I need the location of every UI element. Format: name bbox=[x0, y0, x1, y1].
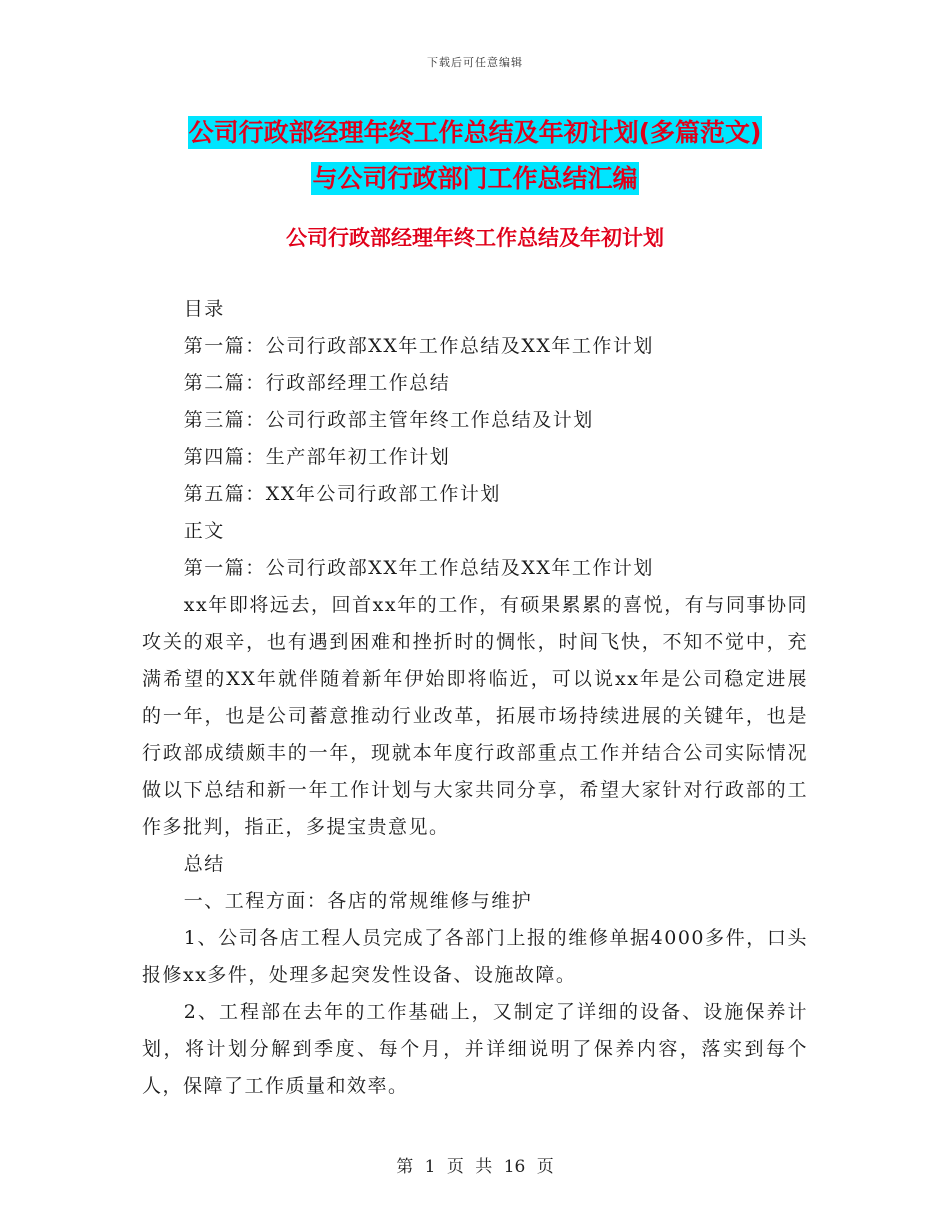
toc-item-5: 第五篇：XX年公司行政部工作计划 bbox=[183, 483, 501, 505]
paragraph-item-2: 2、工程部在去年的工作基础上，又制定了详细的设备、设施保养计划，将计划分解到季度、每个月，并详细说明了保养内容，落实到每个人，保障了工作质量和效率。 bbox=[142, 1001, 808, 1097]
document-title bbox=[150, 110, 800, 202]
summary-heading: 总结 bbox=[183, 853, 225, 875]
body-heading: 正文 bbox=[183, 520, 225, 542]
page-footer: 第 1 页 共 16 页 bbox=[396, 1157, 554, 1177]
section-heading-engineering: 一、工程方面：各店的常规维修与维护 bbox=[183, 890, 533, 912]
toc-item-2: 第二篇：行政部经理工作总结 bbox=[183, 372, 451, 394]
chapter-heading: 第一篇：公司行政部XX年工作总结及XX年工作计划 bbox=[183, 557, 654, 579]
title-line-2: 与公司行政部门工作总结汇编 bbox=[312, 164, 638, 193]
document-body bbox=[142, 291, 808, 1105]
toc-item-3: 第三篇：公司行政部主管年终工作总结及计划 bbox=[183, 409, 594, 431]
toc-item-1: 第一篇：公司行政部XX年工作总结及XX年工作计划 bbox=[183, 335, 654, 357]
paragraph-intro: xx年即将远去，回首xx年的工作，有硕果累累的喜悦，有与同事协同攻关的艰辛，也有遇到困难和挫折时的惆怅，时间飞快，不知不觉中，充满希望的XX年就伴随着新年伊始即将临近，可以说xx年是公司稳定进展的一年，也是公司蓄意推动行业改革，拓展市场持续进展的关键年，也是行政部成绩颇丰的一年，现就本年度行政部重点工作并结合公司实际情况做以下总结和新一年工作计划与大家共同分享，希望大家针对行政部的工作多批判，指正，多提宝贵意见。 bbox=[142, 594, 808, 838]
toc-heading: 目录 bbox=[183, 298, 225, 320]
toc-item-4: 第四篇：生产部年初工作计划 bbox=[183, 446, 451, 468]
title-line-1: 公司行政部经理年终工作总结及年初计划(多篇范文) bbox=[188, 118, 762, 147]
header-note: 下载后可任意编辑 bbox=[427, 56, 523, 69]
paragraph-item-1: 1、公司各店工程人员完成了各部门上报的维修单据4000多件，口头报修xx多件，处理多起突发性设备、设施故障。 bbox=[142, 927, 808, 986]
section-title: 公司行政部经理年终工作总结及年初计划 bbox=[286, 226, 664, 250]
